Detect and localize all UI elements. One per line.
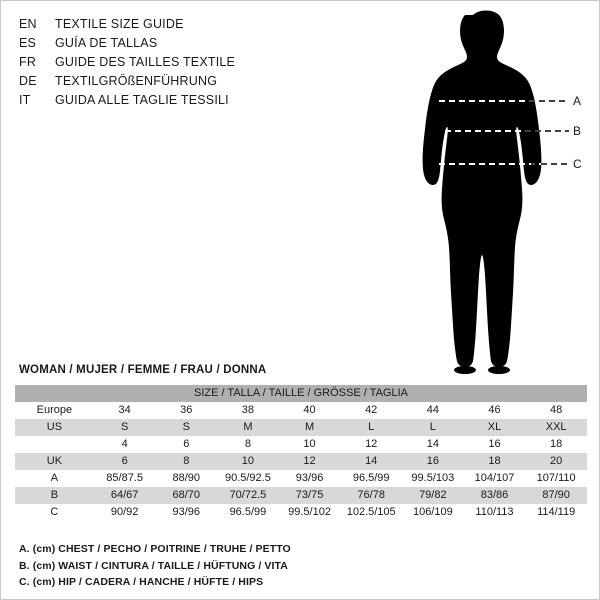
marker-label-c: C	[573, 157, 582, 171]
cell: 40	[279, 402, 341, 419]
cell: 73/75	[279, 487, 341, 504]
table-row	[15, 402, 587, 419]
cell: 68/70	[155, 487, 217, 504]
cell: 8	[155, 453, 217, 470]
cell: 18	[464, 453, 526, 470]
note-c: C. (cm) HIP / CADERA / HANCHE / HÜFTE / HIPS	[19, 576, 264, 588]
cell: 99.5/102	[279, 504, 341, 521]
cell: 10	[279, 436, 341, 453]
cell: XXL	[525, 419, 587, 436]
cell: 36	[155, 402, 217, 419]
language-row-de	[19, 74, 349, 93]
cell: M	[279, 419, 341, 436]
table-row	[15, 419, 587, 436]
cell: 79/82	[402, 487, 464, 504]
language-text-en: TEXTILE SIZE GUIDE	[55, 17, 184, 31]
language-text-fr: GUIDE DES TAILLES TEXTILE	[55, 55, 236, 69]
row-label-us-numeric	[15, 436, 94, 453]
cell: 110/113	[464, 504, 526, 521]
cell: 96.5/99	[340, 470, 402, 487]
cell: 12	[279, 453, 341, 470]
cell: 76/78	[340, 487, 402, 504]
cell: 102.5/105	[340, 504, 402, 521]
cell: 93/96	[155, 504, 217, 521]
language-code-es: ES	[19, 36, 37, 50]
language-text-de: TEXTILGRÖßENFÜHRUNG	[55, 74, 218, 88]
measurement-notes	[19, 541, 449, 591]
table-row	[15, 453, 587, 470]
cell: 107/110	[525, 470, 587, 487]
cell: 6	[155, 436, 217, 453]
size-table	[15, 385, 587, 521]
cell: 48	[525, 402, 587, 419]
table-header-row	[15, 385, 587, 402]
cell: 88/90	[155, 470, 217, 487]
language-code-de: DE	[19, 74, 37, 88]
table-row	[15, 504, 587, 521]
category-label: WOMAN / MUJER / FEMME / FRAU / DONNA	[19, 364, 267, 376]
cell: 83/86	[464, 487, 526, 504]
cell: 93/96	[279, 470, 341, 487]
row-label-uk: UK	[15, 453, 94, 470]
cell: 64/67	[94, 487, 156, 504]
language-row-fr	[19, 55, 349, 74]
right-foot-icon	[488, 366, 510, 374]
marker-label-a: A	[573, 94, 582, 108]
left-foot-icon	[454, 366, 476, 374]
table-row	[15, 470, 587, 487]
table-row	[15, 436, 587, 453]
cell: 4	[94, 436, 156, 453]
cell: 10	[217, 453, 279, 470]
cell: 104/107	[464, 470, 526, 487]
measurement-figure	[401, 9, 591, 379]
table-header-cell: SIZE / TALLA / TAILLE / GRÖSSE / TAGLIA	[15, 385, 587, 402]
cell: 90.5/92.5	[217, 470, 279, 487]
language-code-fr: FR	[19, 55, 37, 69]
cell: 38	[217, 402, 279, 419]
cell: 6	[94, 453, 156, 470]
language-row-en	[19, 17, 349, 36]
row-label-a: A	[15, 470, 94, 487]
cell: 85/87.5	[94, 470, 156, 487]
cell: S	[155, 419, 217, 436]
cell: 16	[464, 436, 526, 453]
cell: 114/119	[525, 504, 587, 521]
cell: XL	[464, 419, 526, 436]
cell: 46	[464, 402, 526, 419]
cell: 42	[340, 402, 402, 419]
cell: M	[217, 419, 279, 436]
cell: 8	[217, 436, 279, 453]
cell: 106/109	[402, 504, 464, 521]
cell: 16	[402, 453, 464, 470]
row-label-b: B	[15, 487, 94, 504]
cell: 34	[94, 402, 156, 419]
cell: 96.5/99	[217, 504, 279, 521]
note-a: A. (cm) CHEST / PECHO / POITRINE / TRUHE / PETTO	[19, 543, 291, 555]
language-title-block	[19, 17, 349, 112]
cell: 99.5/103	[402, 470, 464, 487]
cell: S	[94, 419, 156, 436]
cell: L	[402, 419, 464, 436]
cell: 90/92	[94, 504, 156, 521]
cell: 14	[402, 436, 464, 453]
marker-label-b: B	[573, 124, 582, 138]
cell: 18	[525, 436, 587, 453]
cell: 87/90	[525, 487, 587, 504]
cell: 70/72.5	[217, 487, 279, 504]
cell: L	[340, 419, 402, 436]
language-code-it: IT	[19, 93, 31, 107]
row-label-c: C	[15, 504, 94, 521]
row-label-us: US	[15, 419, 94, 436]
cell: 12	[340, 436, 402, 453]
cell: 14	[340, 453, 402, 470]
language-text-it: GUIDA ALLE TAGLIE TESSILI	[55, 93, 229, 107]
language-code-en: EN	[19, 17, 37, 31]
language-row-es	[19, 36, 349, 55]
size-table-wrap	[15, 385, 587, 521]
cell: 44	[402, 402, 464, 419]
row-label-europe: Europe	[15, 402, 94, 419]
table-row	[15, 487, 587, 504]
cell: 20	[525, 453, 587, 470]
language-row-it	[19, 93, 349, 112]
language-text-es: GUÍA DE TALLAS	[55, 36, 158, 50]
note-b: B. (cm) WAIST / CINTURA / TAILLE / HÜFTUNG / VITA	[19, 559, 288, 572]
female-silhouette-icon	[423, 11, 542, 375]
